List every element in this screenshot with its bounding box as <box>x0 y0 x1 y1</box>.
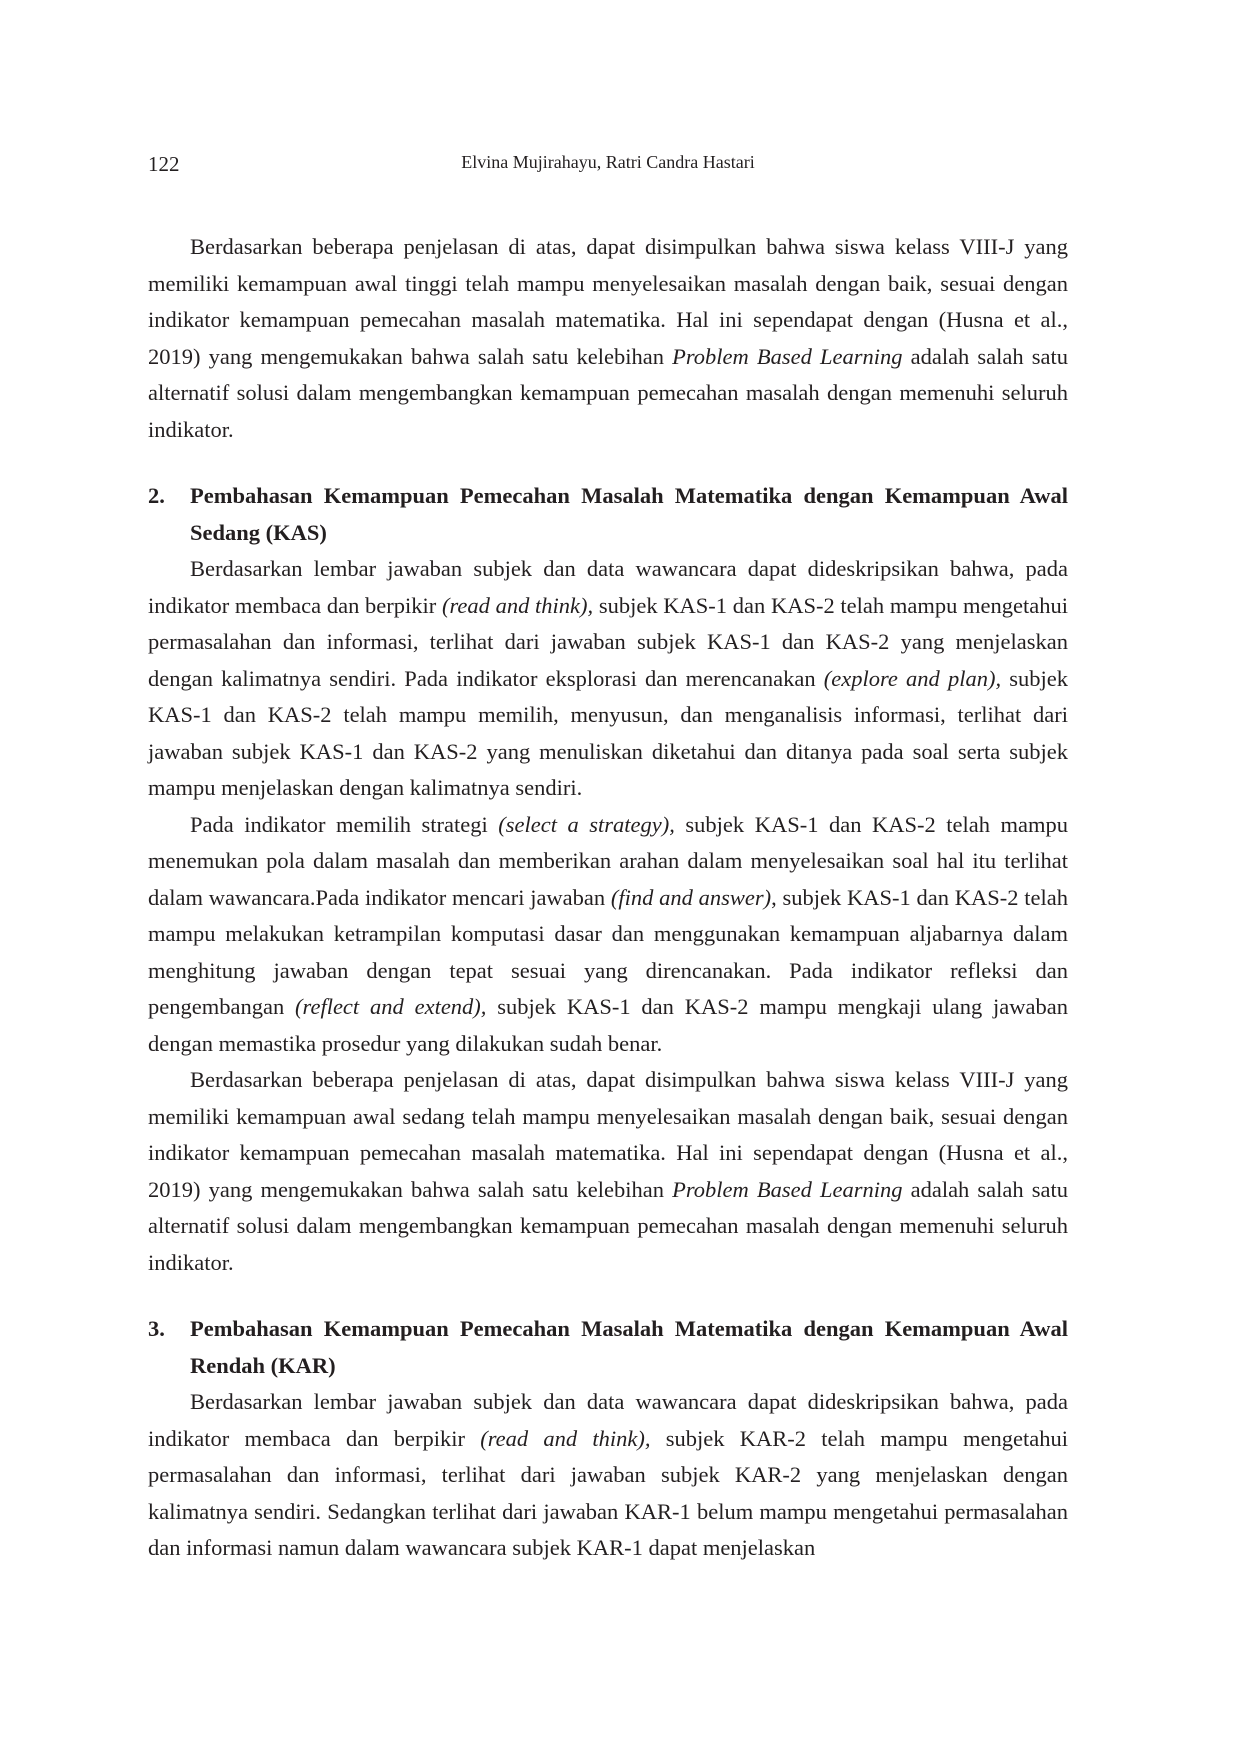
section-title: Pembahasan Kemampuan Pemecahan Masalah Matematika dengan Kemampuan Awal Sedang (KAS) <box>190 483 1068 545</box>
section-number: 3. <box>148 1316 165 1341</box>
running-head: Elvina Mujirahayu, Ratri Candra Hastari <box>461 152 755 172</box>
italic-term: (find and answer) <box>610 884 772 910</box>
text-run: subjek KAR-2 telah mampu mengetahui permasalahan dan informasi, terlihat dari jawaban subjek KAR-2 yang menjelaskan dengan kalimatnya sendiri. Sedangkan terlihat dari jawaban KAR-1 belum mampu mengetahui permasalahan dan informasi namun dalam wawancara subjek KAR-1 dapat menjelaskan <box>148 1425 1068 1560</box>
italic-term: (read and think), <box>441 592 594 618</box>
section-number: 2. <box>148 483 165 508</box>
page-number: 122 <box>148 152 180 176</box>
article-body <box>148 229 1068 1567</box>
text-run: adalah salah satu alternatif solusi dalam mengembangkan kemampuan pemecahan masalah dengan memenuhi seluruh indikator. <box>148 1176 1068 1275</box>
text-run: Pada indikator memilih strategi <box>190 811 499 837</box>
text-run: subjek KAS-1 dan KAS-2 mampu mengkaji ulang jawaban dengan memastika prosedur yang dilakukan sudah benar. <box>148 994 1068 1056</box>
paragraph-kas-strategy <box>148 807 1068 1063</box>
italic-term: (select a strategy), <box>498 811 675 837</box>
italic-term: (reflect and extend), <box>295 994 487 1019</box>
text-run: subjek KAS-1 dan KAS-2 telah mampu mengetahui permasalahan dan informasi, terlihat dari jawaban subjek KAS-1 dan KAS-2 yang menjelaskan dengan kalimatnya sendiri. Pada indikator eksplorasi dan merencanakan <box>148 592 1068 691</box>
paragraph-kas-intro <box>148 551 1068 807</box>
text-run: Berdasarkan beberapa penjelasan di atas, dapat disimpulkan bahwa siswa kelass VIII-J yang memiliki kemampuan awal tinggi telah mampu menyelesaikan masalah dengan baik, sesuai dengan indikator kemampuan pemecahan masalah matematika. Hal ini sependapat dengan (Husna et al., 2019) yang mengemukakan bahwa salah satu kelebihan <box>148 234 1068 369</box>
italic-term: Problem Based Learning <box>672 343 903 369</box>
text-run: subjek KAS-1 dan KAS-2 telah mampu menemukan pola dalam masalah dan memberikan arahan dalam menyelesaikan soal hal itu terlihat dalam wawancara.Pada indikator mencari jawaban <box>148 811 1068 910</box>
section-heading-2 <box>148 478 1068 551</box>
paragraph-kar-intro <box>148 1384 1068 1567</box>
section-heading-3 <box>148 1311 1068 1384</box>
paragraph-conclusion-high <box>148 229 1068 448</box>
paragraph-conclusion-medium <box>148 1062 1068 1281</box>
text-run: , subjek KAS-1 dan KAS-2 telah mampu melakukan ketrampilan komputasi dasar dan menggunakan kemampuan aljabarnya dalam menghitung jawaban dengan tepat sesuai yang direncanakan. Pada indikator refleksi dan pengembangan <box>148 884 1068 1019</box>
section-title: Pembahasan Kemampuan Pemecahan Masalah Matematika dengan Kemampuan Awal Rendah (KAR) <box>190 1316 1068 1378</box>
italic-term: (explore and plan), <box>823 665 1002 691</box>
italic-term: Problem Based Learning <box>672 1176 903 1202</box>
text-run: Berdasarkan beberapa penjelasan di atas, dapat disimpulkan bahwa siswa kelass VIII-J yang memiliki kemampuan awal sedang telah mampu menyelesaikan masalah dengan baik, sesuai dengan indikator kemampuan pemecahan masalah matematika. Hal ini sependapat dengan (Husna et al., 2019) yang mengemukakan bahwa salah satu kelebihan <box>148 1067 1068 1202</box>
italic-term: (read and think), <box>480 1425 651 1451</box>
text-run: Berdasarkan lembar jawaban subjek dan data wawancara dapat dideskripsikan bahwa, pada indikator membaca dan berpikir <box>148 556 1068 618</box>
text-run: adalah salah satu alternatif solusi dalam mengembangkan kemampuan pemecahan masalah dengan memenuhi seluruh indikator. <box>148 343 1068 442</box>
text-run: Berdasarkan lembar jawaban subjek dan data wawancara dapat dideskripsikan bahwa, pada indikator membaca dan berpikir <box>148 1389 1068 1451</box>
text-run: subjek KAS-1 dan KAS-2 telah mampu memilih, menyusun, dan menganalisis informasi, terlihat dari jawaban subjek KAS-1 dan KAS-2 yang menuliskan diketahui dan ditanya pada soal serta subjek mampu menjelaskan dengan kalimatnya sendiri. <box>148 665 1069 800</box>
